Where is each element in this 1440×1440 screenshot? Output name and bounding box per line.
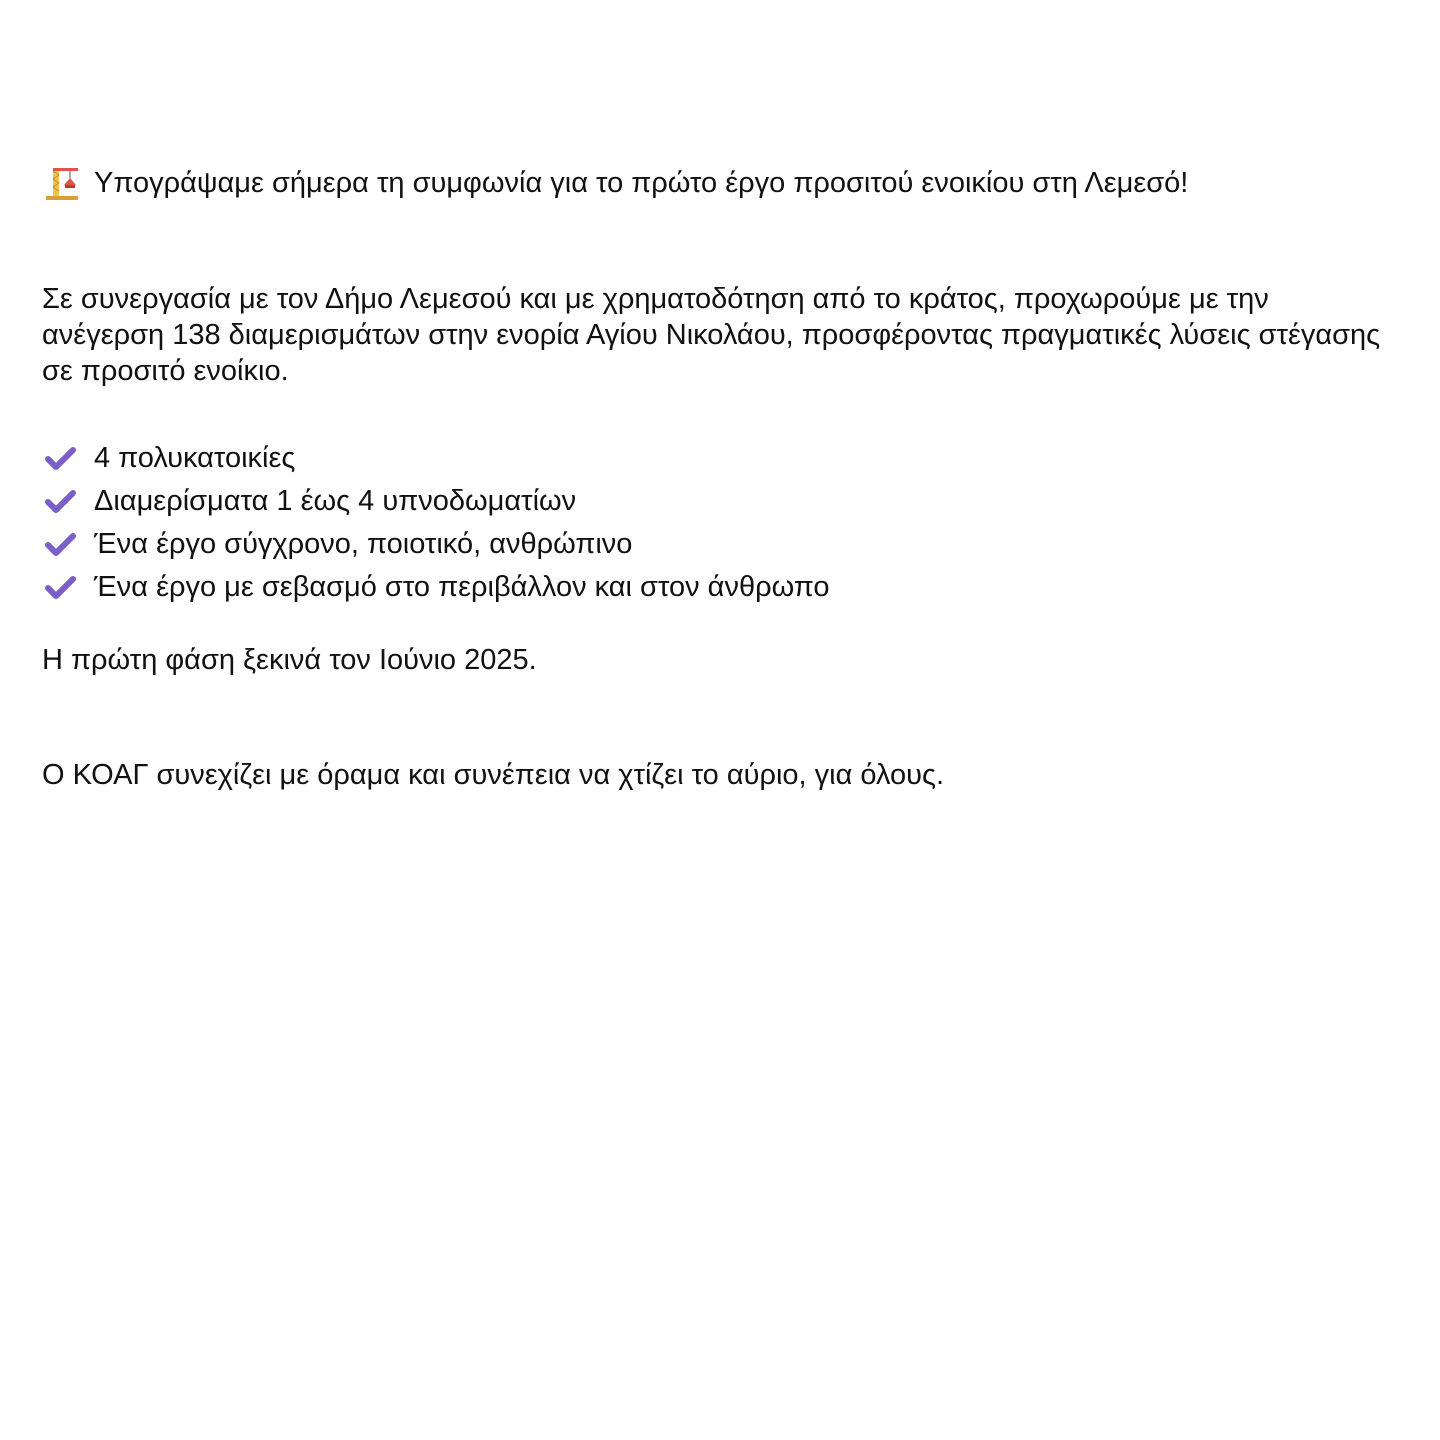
list-item-text: Ένα έργο με σεβασμό στο περιβάλλον και στον άνθρωπο bbox=[94, 570, 830, 603]
headline bbox=[44, 165, 1188, 201]
check-mark-icon bbox=[42, 569, 78, 605]
check-mark-icon bbox=[42, 526, 78, 562]
phase-text: Η πρώτη φάση ξεκινά τον Ιούνιο 2025. bbox=[42, 644, 537, 676]
list-item-text: Διαμερίσματα 1 έως 4 υπνοδωματίων bbox=[94, 484, 577, 517]
list-item bbox=[42, 479, 830, 522]
list-item bbox=[42, 436, 830, 479]
headline-text: Υπογράψαμε σήμερα τη συμφωνία για το πρώτο έργο προσιτού ενοικίου στη Λεμεσό! bbox=[94, 167, 1189, 199]
closing-text: Ο ΚΟΑΓ συνεχίζει με όραμα και συνέπεια να χτίζει το αύριο, για όλους. bbox=[42, 759, 945, 791]
list-item-text: Ένα έργο σύγχρονο, ποιοτικό, ανθρώπινο bbox=[94, 527, 633, 560]
list-item bbox=[42, 565, 830, 608]
list-item bbox=[42, 522, 830, 565]
check-mark-icon bbox=[42, 483, 78, 519]
intro-paragraph: Σε συνεργασία με τον Δήμο Λεμεσού και με χρηματοδότηση από το κράτος, προχωρούμε με την ανέγερση 138 διαμερισμάτων στην ενορία Αγίου Νικολάου, προσφέροντας πραγματικές λύσεις στέγασης σε προσιτό ενοίκιο. bbox=[42, 283, 1381, 387]
check-mark-icon bbox=[42, 440, 78, 476]
feature-list bbox=[42, 436, 830, 608]
building-construction-icon bbox=[44, 165, 80, 201]
list-item-text: 4 πολυκατοικίες bbox=[94, 441, 296, 474]
